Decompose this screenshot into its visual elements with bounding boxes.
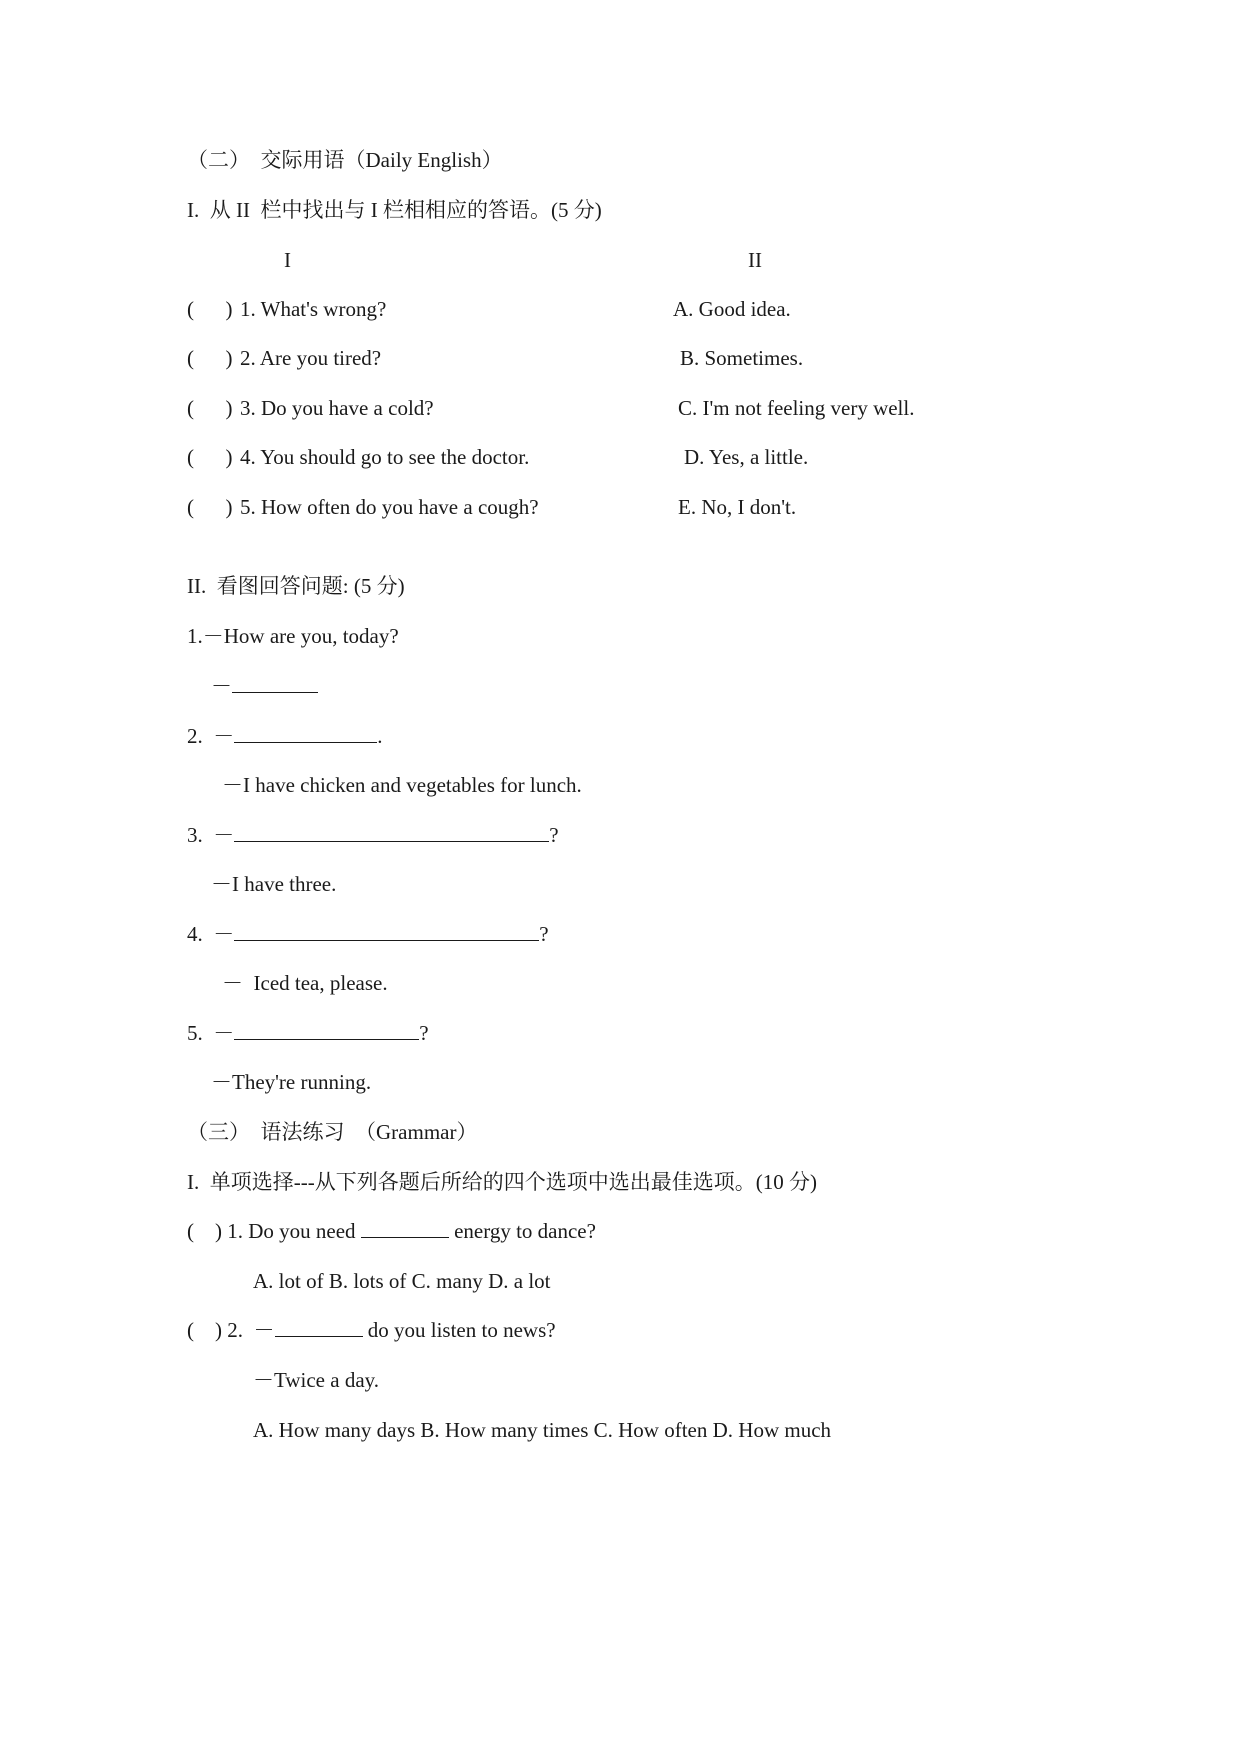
question-2: 2. － .	[187, 724, 383, 748]
question-text: 3. Do you have a cold?	[240, 396, 434, 420]
answer-slot[interactable]: ( )	[187, 346, 233, 370]
column-header-ii: II	[748, 248, 762, 272]
answer-slot[interactable]: ( )	[187, 1318, 222, 1342]
answer-4: － Iced tea, please.	[222, 971, 388, 995]
grammar-reply-2: －Twice a day.	[253, 1368, 380, 1392]
question-5: 5. － ?	[187, 1021, 429, 1045]
question-text: 5. How often do you have a cough?	[240, 495, 539, 519]
answer-slot[interactable]: ( )	[187, 396, 233, 420]
grammar-part1-title: I. 单项选择---从下列各题后所给的四个选项中选出最佳选项。(10 分)	[187, 1170, 817, 1194]
question-blank[interactable]	[234, 821, 549, 842]
answer-slot[interactable]: ( )	[187, 297, 233, 321]
section3-heading: （三） 语法练习 （Grammar）	[187, 1120, 478, 1144]
part1-title: I. 从 II 栏中找出与 I 栏相相应的答语。(5 分)	[187, 198, 602, 222]
answer-option: E. No, I don't.	[678, 495, 797, 519]
grammar-options-2: A. How many days B. How many times C. How often D. How much	[253, 1418, 832, 1442]
part2-title: II. 看图回答问题: (5 分)	[187, 574, 405, 598]
answer-3: －I have three.	[211, 872, 337, 896]
answer-option: C. I'm not feeling very well.	[678, 396, 915, 420]
section2-heading: （二） 交际用语（Daily English）	[187, 148, 503, 172]
answer-1: －	[211, 672, 318, 700]
grammar-question-2: ( ) 2. － do you listen to news?	[187, 1318, 556, 1342]
question-3: 3. － ?	[187, 823, 559, 847]
question-4: 4. － ?	[187, 922, 549, 946]
grammar-question-1: ( ) 1. Do you need energy to dance?	[187, 1219, 596, 1243]
question-text: 4. You should go to see the doctor.	[240, 445, 530, 469]
question-blank[interactable]	[234, 920, 539, 941]
question-text: 1. What's wrong?	[240, 297, 387, 321]
answer-5: －They're running.	[211, 1070, 372, 1094]
question-blank[interactable]	[234, 1019, 419, 1040]
answer-slot[interactable]: ( )	[187, 445, 233, 469]
question-text: 2. Are you tired?	[240, 346, 382, 370]
question-1: 1.－How are you, today?	[187, 624, 399, 648]
answer-blank[interactable]	[232, 672, 318, 693]
grammar-options-1: A. lot of B. lots of C. many D. a lot	[253, 1269, 551, 1293]
answer-slot[interactable]: ( )	[187, 1219, 222, 1243]
answer-option: D. Yes, a little.	[684, 445, 809, 469]
answer-option: A. Good idea.	[673, 297, 791, 321]
answer-option: B. Sometimes.	[680, 346, 804, 370]
column-header-i: I	[284, 248, 291, 272]
question-blank[interactable]	[234, 722, 377, 743]
question-blank[interactable]	[361, 1217, 449, 1238]
question-blank[interactable]	[275, 1316, 363, 1337]
answer-2: －I have chicken and vegetables for lunch.	[222, 773, 582, 797]
answer-slot[interactable]: ( )	[187, 495, 233, 519]
